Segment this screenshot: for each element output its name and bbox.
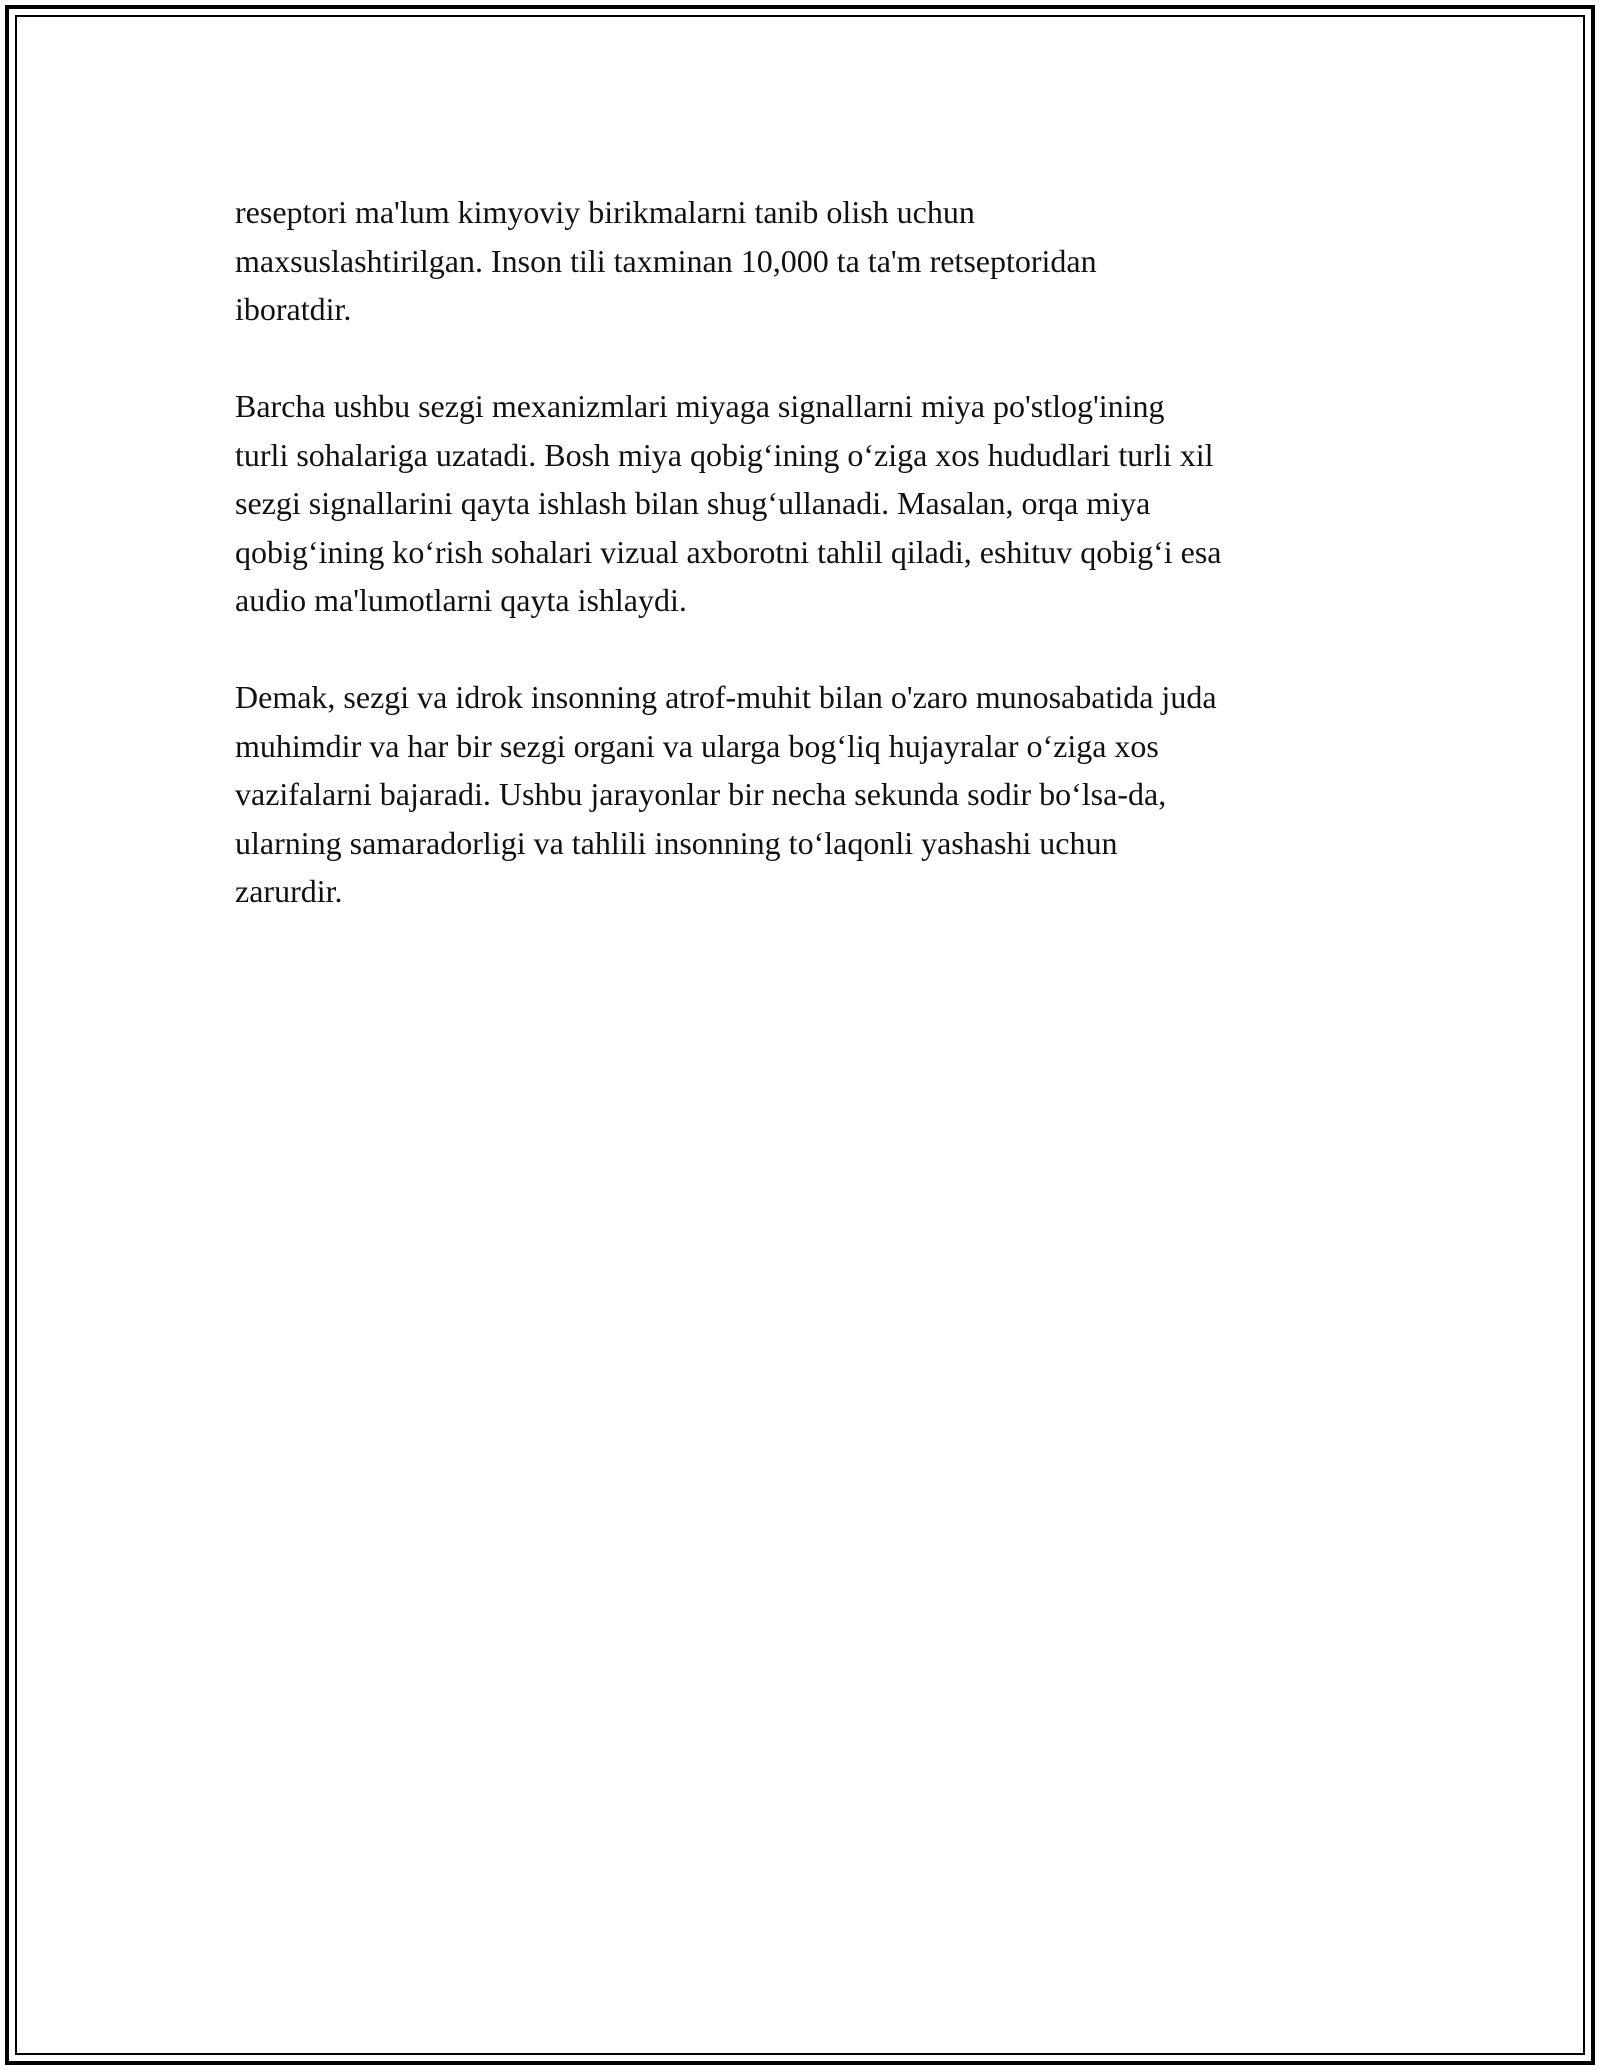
- document-body: [235, 188, 1375, 916]
- paragraph-line: turli sohalariga uzatadi. Bosh miya qobig‘ining o‘ziga xos hududlari turli xil: [235, 436, 1214, 473]
- paragraph-line: audio ma'lumotlarni qayta ishlaydi.: [235, 582, 687, 618]
- paragraph-line: Demak, sezgi va idrok insonning atrof-muhit bilan o'zaro munosabatida juda: [235, 679, 1217, 715]
- paragraph-line: sezgi signallarini qayta ishlash bilan shug‘ullanadi. Masalan, orqa miya: [235, 485, 1151, 521]
- paragraph-2: [235, 382, 1375, 625]
- paragraph-line: reseptori ma'lum kimyoviy birikmalarni tanib olish uchun: [235, 194, 975, 230]
- paragraph-3: [235, 673, 1375, 916]
- paragraph-line: vazifalarni bajaradi. Ushbu jarayonlar bir necha sekunda sodir bo‘lsa-da,: [235, 776, 1167, 812]
- paragraph-1: [235, 188, 1375, 334]
- paragraph-line: iboratdir.: [235, 291, 352, 327]
- paragraph-line: muhimdir va har bir sezgi organi va ularga bog‘liq hujayralar o‘ziga xos: [235, 727, 1159, 764]
- paragraph-line: zarurdir.: [235, 873, 343, 909]
- paragraph-line: Barcha ushbu sezgi mexanizmlari miyaga signallarni miya po'stlog'ining: [235, 388, 1165, 424]
- paragraph-line: qobig‘ining ko‘rish sohalari vizual axborotni tahlil qiladi, eshituv qobig‘i esa: [235, 533, 1222, 570]
- paragraph-line: ularning samaradorligi va tahlili insonning to‘laqonli yashashi uchun: [235, 824, 1118, 861]
- paragraph-line: maxsuslashtirilgan. Inson tili taxminan 10,000 ta ta'm retseptoridan: [235, 242, 1097, 279]
